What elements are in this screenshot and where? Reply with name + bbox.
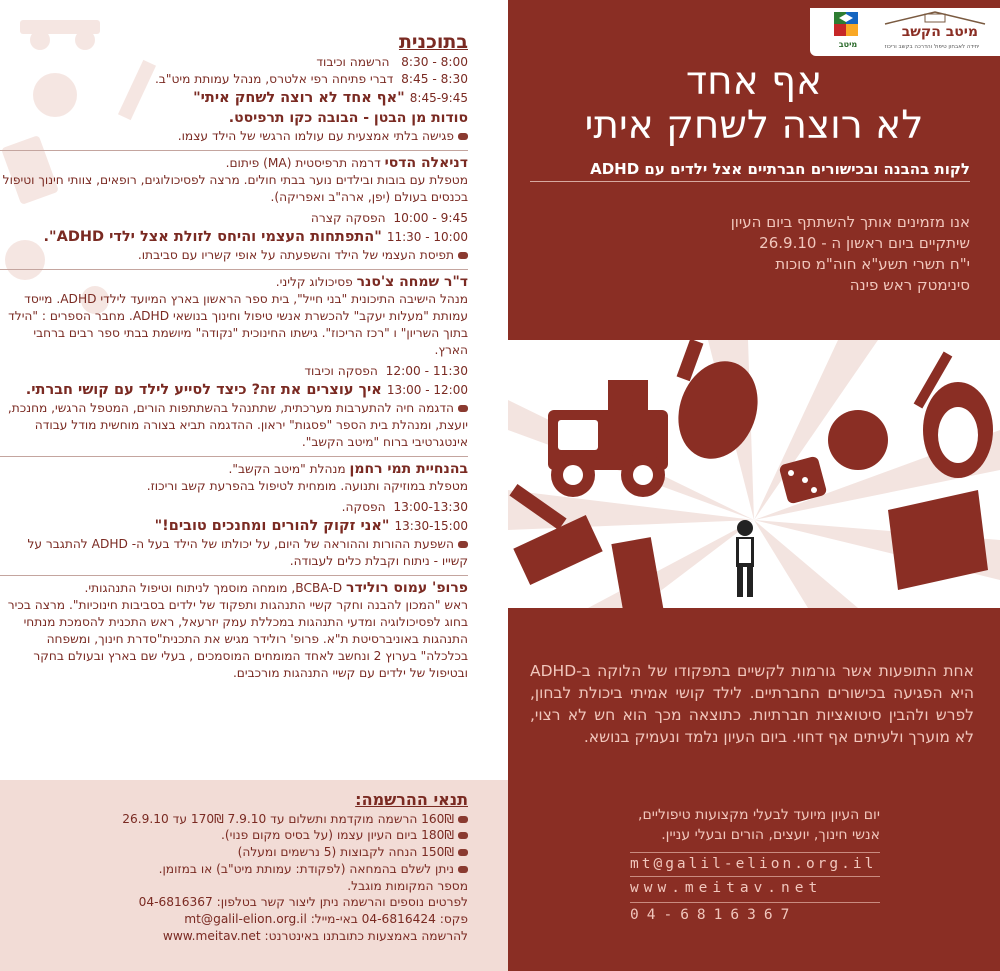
schedule-text: הפסקה וכיבוד <box>304 364 378 378</box>
bullet-icon <box>458 849 468 856</box>
page-subtitle: לקות בהבנה ובכישורים חברתיים אצל ילדים עם ADHD <box>530 160 970 182</box>
bullet-icon <box>458 252 468 259</box>
talk-time: 12:00 - 13:00 <box>386 383 468 397</box>
registration-text: 160₪ הרשמה מוקדמת ותשלום עד 7.9.10 170₪ עד 26.9.10 <box>122 811 454 826</box>
speaker-bio: מטפלת עם בובות ובילדים נוער בבתי חולים. מרצה לפסיכולוגים, רופאים, צוותי חינוך וטיפול בכנסים בעולם (יפן, ארה"ב ואפריקה). <box>2 173 468 204</box>
speaker-name: פרופ' עמוס רולידר <box>346 580 468 596</box>
meitav-hakeshev-logo-text: מיטב הקשב <box>901 24 978 40</box>
cover-panel <box>508 0 1000 971</box>
talk-title-text: "אף אחד לא רוצה לשחק איתי" <box>193 90 405 106</box>
talk-bullet <box>0 247 468 264</box>
talk-title <box>0 516 468 536</box>
bullet-icon <box>458 541 468 548</box>
bullet-icon <box>458 832 468 839</box>
program-heading: בתוכנית <box>398 31 468 53</box>
speaker-role: פסיכולוג קליני. <box>275 275 353 289</box>
speaker-name: ד"ר שמחה צ'סנר <box>356 274 468 290</box>
schedule-row <box>0 54 468 71</box>
registration-text: 180₪ ביום העיון עצמו (על בסיס מקום פנוי). <box>221 828 454 843</box>
schedule-time: 9:45 - 10:00 <box>393 211 468 225</box>
divider <box>630 902 880 903</box>
registration-fax-email: פקס: 04-6816424 באי-מייל: mt@galil-elion.org.il <box>184 911 468 926</box>
registration-text: 150₪ הנחה לקבוצות (5 נרשמים ומעלה) <box>237 845 454 860</box>
schedule-row <box>0 71 468 88</box>
talk-bullet <box>0 536 468 570</box>
divider <box>630 876 880 877</box>
divider <box>0 575 468 576</box>
talk-bullet-text: תפיסת העצמי של הילד והשפעתה על אופי קשריו עם סביבתו. <box>137 248 454 262</box>
speaker-bio: מטפלת במוזיקה ותנועה. מומחית לטיפול בהפרעת קשב וריכוז. <box>146 479 468 493</box>
talk-title-text: "התפתחות העצמי והיחס לזולת אצל ילדי ADHD". <box>43 229 382 245</box>
audience-line: אנשי חינוך, יועצים, הורים ובעלי עניין. <box>661 827 880 843</box>
contact-email[interactable]: mt@galil-elion.org.il <box>630 856 877 872</box>
bullet-icon <box>458 866 468 873</box>
schedule-time: 8:00 - 8:30 <box>401 55 468 69</box>
registration-content <box>0 792 468 944</box>
toys-illustration <box>508 340 1000 608</box>
talk-time: 10:00 - 11:30 <box>386 230 468 244</box>
registration-text: ניתן לשלם בהמחאה (לפקודת: עמותת מיט"ב) או במזומן. <box>158 861 454 876</box>
break-row <box>0 210 468 227</box>
audience-line: יום העיון מיועד לבעלי מקצועות טיפוליים, <box>638 807 880 823</box>
lead-name: בהנחיית תמי רחמן <box>349 461 468 477</box>
logos <box>810 8 1000 56</box>
registration-phone: לפרטים נוספים והרשמה ניתן ליצור קשר בטלפון: 04-6816367 <box>138 895 468 910</box>
registration-box <box>0 780 508 971</box>
speaker-line <box>0 461 468 478</box>
divider <box>0 150 468 151</box>
contact-website[interactable]: www.meitav.net <box>630 880 823 896</box>
speaker-bio: ראש "המכון להבנה וחקר קשיי התנהגות ותפקוד של ילדים בסביבות חינוכיות". מרצה בכיר בחוג לפסיכולוגיה ומדעי התנהגות במכללת עמק יזרעאל, ראש התכנית להסמכת מנתחי התנהגות באוניברסיטת ת"א. פרופ' רולידר מגיש את התכנית"סדרת חינוך, ומשפחה בכלכלה" בערוץ 2 ונחשב לאחד המומחים המוסמכים , בעלי שם בארץ ובעולם בחקר ובטיפול של ילדים עם קשיי התנהגות מורכבים. <box>7 598 468 680</box>
speaker-line <box>0 274 468 291</box>
registration-note: מספר המקומות מוגבל. <box>347 878 468 893</box>
program-schedule <box>0 31 468 682</box>
invite-line: אנו מזמינים אותך להשתתף ביום העיון <box>730 213 970 231</box>
talk-bullet-text: הדגמה חיה להתערבות מערכתית, שתתנהל בהשתתפות הורים, המטפל הרגשי, מחנכת, יועצת, ומנהלת בית הספר "פסגות" יראון. ההדגמה תביא בצורה מוחשית מודל עבודה אינטגרטיבי ברוח "מיטב הקשב". <box>7 401 468 449</box>
break-row <box>0 499 468 516</box>
invite-line: שיתקיים ביום ראשון ה - 26.9.10 <box>759 234 970 252</box>
invitation-text <box>530 212 970 296</box>
speaker-bio: מנהל הישיבה התיכונית "בני חייל", בית ספר הראשון בארץ המיועד לילדי ADHD. מייסד עמותת "מעלות יעקב" להכשרת אנשי טיפול וחינוך בנושאי ADHD. מחבר הספרים : "הילד בתוך השריון" ו "רכז הריכוז". גישתו החינוכית "נקודה" מיושמת בבתי ספר רבים ברחבי הארץ. <box>8 292 468 357</box>
registration-line <box>0 811 468 828</box>
speaker-line <box>0 580 468 597</box>
bullet-icon <box>458 133 468 140</box>
talk-title <box>0 227 468 247</box>
schedule-time: 11:30 - 12:00 <box>385 364 468 378</box>
meitav-logo-text: מיטב <box>838 40 858 49</box>
invite-line: י"ח תשרי תשע"א חוה"מ סוכות <box>775 255 970 273</box>
registration-line <box>0 827 468 844</box>
title-line: לא רוצה לשחק איתי <box>584 103 924 148</box>
invite-line: סינימטק ראש פינה <box>849 276 970 294</box>
speaker-role: BCBA-D, מומחה מוסמך לניתוח וטיפול התנהגותי. <box>84 581 343 595</box>
talk-subtitle: סודות מן הבטן - הבובה כקו תרפיסט. <box>228 110 468 126</box>
logo-tagline: יחידה לאבחון טיפול והדרכה בקשב וריכוז <box>884 44 980 50</box>
schedule-text: דברי פתיחה רפי אלטרס, מנהל עמותת מיט"ב. <box>154 72 394 86</box>
speaker-name: דניאלה הדסי <box>384 155 468 171</box>
registration-web: להרשמה באמצעות כתובתנו באינטרנט: www.meitav.net <box>162 928 468 943</box>
schedule-time: 13:00-13:30 <box>393 500 468 514</box>
schedule-time: 8:30 - 8:45 <box>401 72 468 86</box>
speaker-role: דרמה תרפיסטית (MA) פיתום. <box>225 156 381 170</box>
page-title <box>508 60 1000 148</box>
divider <box>0 456 468 457</box>
contact-phone: 04-6816367 <box>630 907 798 923</box>
talk-bullet <box>0 128 468 145</box>
talk-title-text: "אני זקוק להורים ומחנכים טובים!" <box>154 518 390 534</box>
bullet-icon <box>458 405 468 412</box>
event-description: אחת התופעות אשר גורמות לקשיים בתפקודו של הלוקה ב-ADHD היא הפגיעה בכישורים החברתיים. לילד קושי אמיתי ביכולת לבחון, לפרש ולהבין סיטואציות חברתיות. כתוצאה מכך הוא חש לא רצוי, לא מוערך ולעיתים אף דחוי. ביום העיון נלמד ונעמיק בנושא. <box>530 662 974 746</box>
lead-role: מנהלת "מיטב הקשב". <box>228 462 346 476</box>
talk-title-text: איך עוצרים את זה? כיצד לסייע לילד עם קושי חברתי. <box>25 382 382 398</box>
talk-time: 8:45-9:45 <box>409 91 468 105</box>
talk-bullet-text: השפעת ההורות וההוראה של היום, על יכולתו של הילד בעל ה- ADHD להתגבר על קשייו - ניתוח וקבלת כלים לעבודה. <box>27 537 468 568</box>
bullet-icon <box>458 816 468 823</box>
schedule-text: הפסקה קצרה <box>310 211 386 225</box>
talk-bullet-text: פגישה בלתי אמצעית עם עולמו הרגשי של הילד עצמו. <box>177 129 454 143</box>
target-audience <box>600 805 880 845</box>
title-line: אף אחד <box>685 59 823 104</box>
talk-bullet <box>0 400 468 451</box>
registration-line <box>0 844 468 861</box>
schedule-text: הרשמה וכיבוד <box>316 55 390 69</box>
speaker-line <box>0 155 468 172</box>
talk-title <box>0 88 468 108</box>
registration-line <box>0 861 468 878</box>
registration-heading: תנאי ההרשמה: <box>355 790 468 809</box>
talk-title <box>0 380 468 400</box>
schedule-text: הפסקה. <box>341 500 386 514</box>
divider <box>630 852 880 853</box>
divider <box>0 269 468 270</box>
break-row <box>0 363 468 380</box>
talk-time: 13:30-15:00 <box>394 519 468 533</box>
